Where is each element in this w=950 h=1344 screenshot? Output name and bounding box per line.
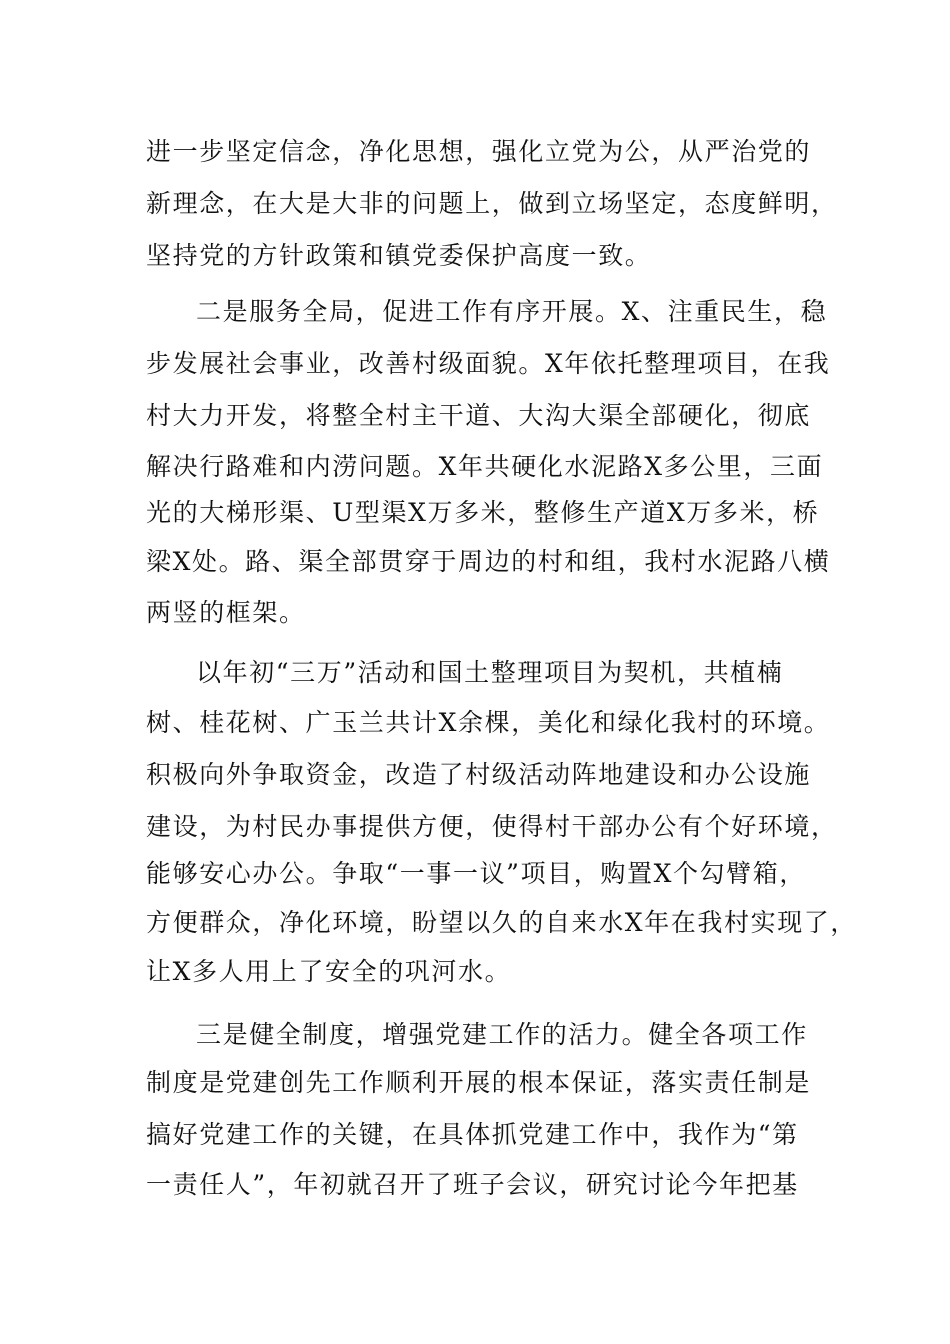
text-line: 建设，为村民办事提供方便，使得村干部办公有个好环境，	[146, 812, 838, 841]
text-line: 步发展社会事业，改善村级面貌。X年依托整理项目，在我	[146, 349, 831, 378]
text-line: 三是健全制度，增强党建工作的活力。健全各项工作	[196, 1020, 808, 1049]
text-line: 方便群众，净化环境，盼望以久的自来水X年在我村实现了，	[146, 908, 857, 937]
text-line: 坚持党的方针政策和镇党委保护高度一致。	[146, 241, 652, 270]
text-line: 新理念，在大是大非的问题上，做到立场坚定，态度鲜明，	[146, 189, 838, 218]
text-line: 解决行路难和内涝问题。X年共硬化水泥路X多公里，三面	[146, 452, 824, 481]
text-line: 二是服务全局，促进工作有序开展。X、注重民生，稳	[196, 297, 828, 326]
text-line: 树、桂花树、广玉兰共计X余棵，美化和绿化我村的环境。	[146, 708, 831, 737]
text-line: 两竖的框架。	[146, 598, 306, 627]
text-line: 搞好党建工作的关键，在具体抓党建工作中，我作为“第	[146, 1120, 799, 1149]
text-line: 以年初“三万”活动和国土整理项目为契机，共植楠	[196, 658, 784, 687]
text-line: 一责任人”，年初就召开了班子会议，研究讨论今年把基	[146, 1170, 799, 1199]
text-line: 能够安心办公。争取“一事一议”项目，购置X个勾臂箱，	[146, 859, 806, 888]
text-line: 村大力开发，将整全村主干道、大沟大渠全部硬化，彻底	[146, 401, 812, 430]
text-line: 进一步坚定信念，净化思想，强化立党为公，从严治党的	[146, 137, 812, 166]
text-line: 制度是党建创先工作顺利开展的根本保证，落实责任制是	[146, 1068, 812, 1097]
text-line: 梁X处。路、渠全部贯穿于周边的村和组，我村水泥路八横	[146, 547, 831, 576]
text-line: 光的大梯形渠、U型渠X万多米，整修生产道X万多米，桥	[146, 498, 820, 527]
text-line: 积极向外争取资金，改造了村级活动阵地建设和办公设施	[146, 760, 812, 789]
text-line: 让X多人用上了安全的巩河水。	[146, 957, 512, 986]
